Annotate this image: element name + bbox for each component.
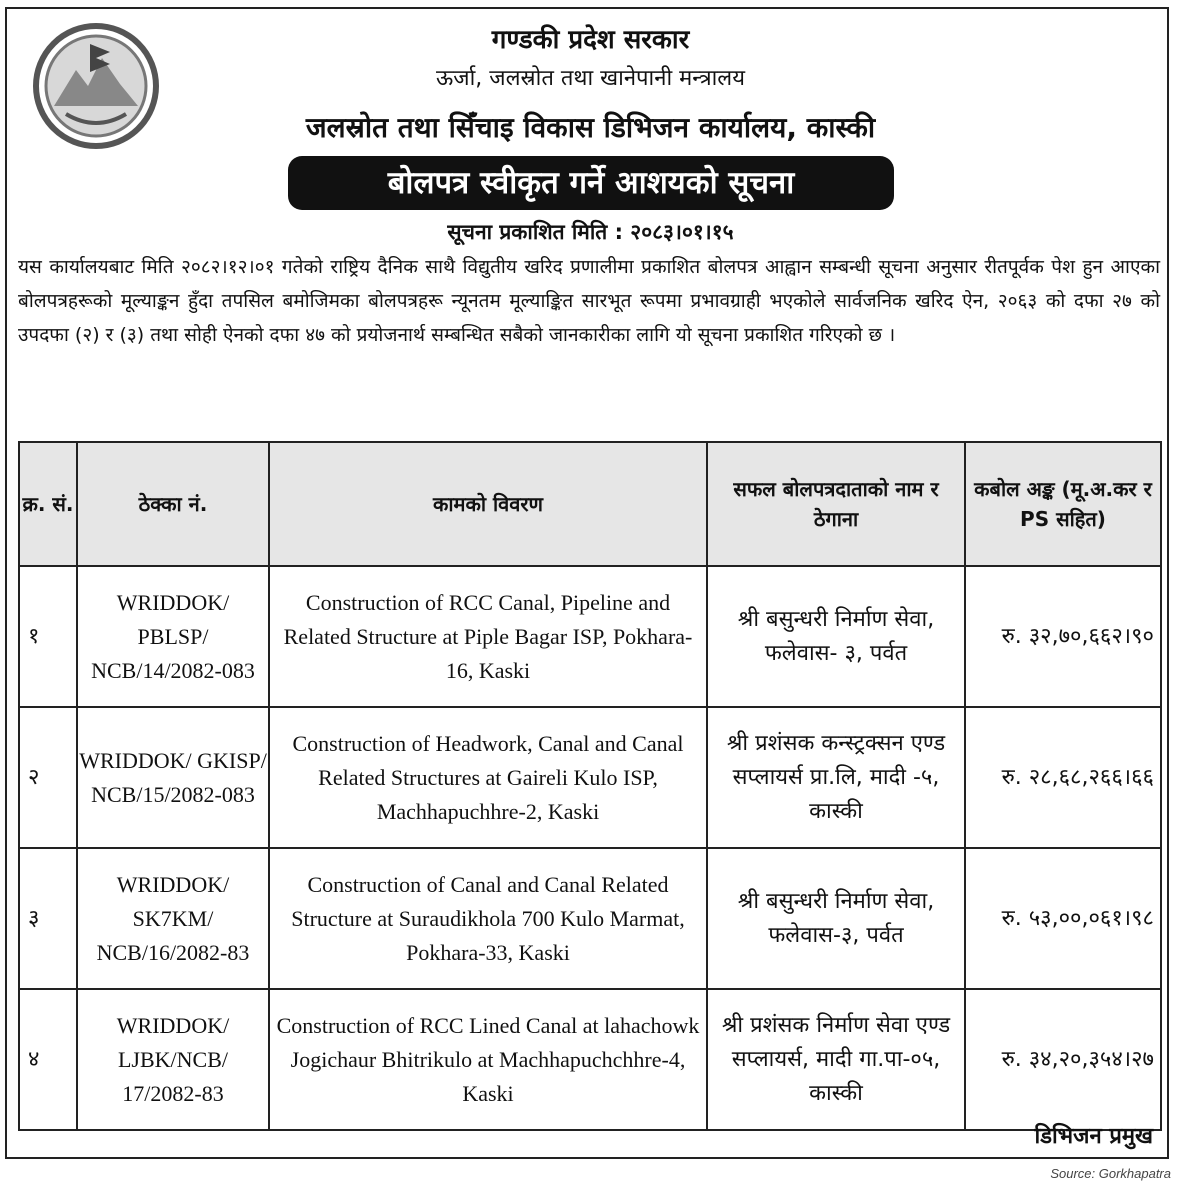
col-header-amount: कबोल अङ्क (मू.अ.कर र PS सहित) [965,442,1161,566]
notice-title-banner: बोलपत्र स्वीकृत गर्ने आशयको सूचना [288,156,894,210]
cell-amount: रु. ३२,७०,६६२।९० [965,566,1161,707]
cell-sn: १ [19,566,77,707]
col-header-sn: क्र. सं. [19,442,77,566]
col-header-bidder: सफल बोलपत्रदाताको नाम र ठेगाना [707,442,965,566]
awards-table [18,441,1162,1131]
cell-description: Construction of RCC Lined Canal at lahachowk Jogichaur Bhitrikulo at Machhapuchchhre-4, Kaski [269,989,707,1130]
cell-bidder: श्री बसुन्धरी निर्माण सेवा, फलेवास- ३, पर्वत [707,566,965,707]
cell-sn: ३ [19,848,77,989]
cell-amount: रु. ३४,२०,३५४।२७ [965,989,1161,1130]
col-header-contract: ठेक्का नं. [77,442,269,566]
cell-description: Construction of Headwork, Canal and Canal Related Structures at Gaireli Kulo ISP, Machhapuchhre-2, Kaski [269,707,707,848]
source-credit: Source: Gorkhapatra [1050,1166,1171,1181]
cell-bidder: श्री प्रशंसक निर्माण सेवा एण्ड सप्लायर्स, मादी गा.पा-०५, कास्की [707,989,965,1130]
published-date: सूचना प्रकाशित मिति : २०८३।०१।१५ [447,220,734,244]
government-title: गण्डकी प्रदेश सरकार [491,25,690,55]
table-row [19,566,1161,707]
table-row [19,989,1161,1130]
col-header-description: कामको विवरण [269,442,707,566]
cell-amount: रु. २८,६८,२६६।६६ [965,707,1161,848]
cell-sn: २ [19,707,77,848]
signoff: डिभिजन प्रमुख [1034,1124,1153,1149]
cell-description: Construction of RCC Canal, Pipeline and Related Structure at Piple Bagar ISP, Pokhara-16, Kaski [269,566,707,707]
table-row [19,848,1161,989]
table-row [19,707,1161,848]
ministry-title: ऊर्जा, जलस्रोत तथा खानेपानी मन्त्रालय [436,66,745,91]
office-title: जलस्रोत तथा सिँचाइ विकास डिभिजन कार्यालय, कास्की [305,111,876,144]
cell-description: Construction of Canal and Canal Related Structure at Suraudikhola 700 Kulo Marmat, Pokhara-33, Kaski [269,848,707,989]
cell-contract: WRIDDOK/ LJBK/NCB/ 17/2082-83 [77,989,269,1130]
cell-contract: WRIDDOK/ PBLSP/ NCB/14/2082-083 [77,566,269,707]
cell-contract: WRIDDOK/ SK7KM/ NCB/16/2082-83 [77,848,269,989]
cell-contract: WRIDDOK/ GKISP/ NCB/15/2082-083 [77,707,269,848]
cell-sn: ४ [19,989,77,1130]
cell-bidder: श्री प्रशंसक कन्स्ट्रक्सन एण्ड सप्लायर्स प्रा.लि, मादी -५, कास्की [707,707,965,848]
cell-amount: रु. ५३,००,०६१।९८ [965,848,1161,989]
cell-bidder: श्री बसुन्धरी निर्माण सेवा, फलेवास-३, पर्वत [707,848,965,989]
notice-body: यस कार्यालयबाट मिति २०८२।१२।०१ गतेको राष्ट्रिय दैनिक साथै विद्युतीय खरिद प्रणालीमा प्रकाशित बोलपत्र आह्वान सम्बन्धी सूचना अनुसार रीतपूर्वक पेश हुन आएका बोलपत्रहरूको मूल्याङ्कन हुँदा तपसिल बमोजिमका बोलपत्रहरू न्यूनतम मूल्याङ्कित सारभूत रूपमा प्रभावग्राही भएकोले सार्वजनिक खरिद ऐन, २०६३ को दफा २७ को उपदफा (२) र (३) तथा सोही ऐनको दफा ४७ को प्रयोजनार्थ सम्बन्धित सबैको जानकारीका लागि यो सूचना प्रकाशित गरिएको छ । [18,256,1160,346]
table-header-row [19,442,1161,566]
